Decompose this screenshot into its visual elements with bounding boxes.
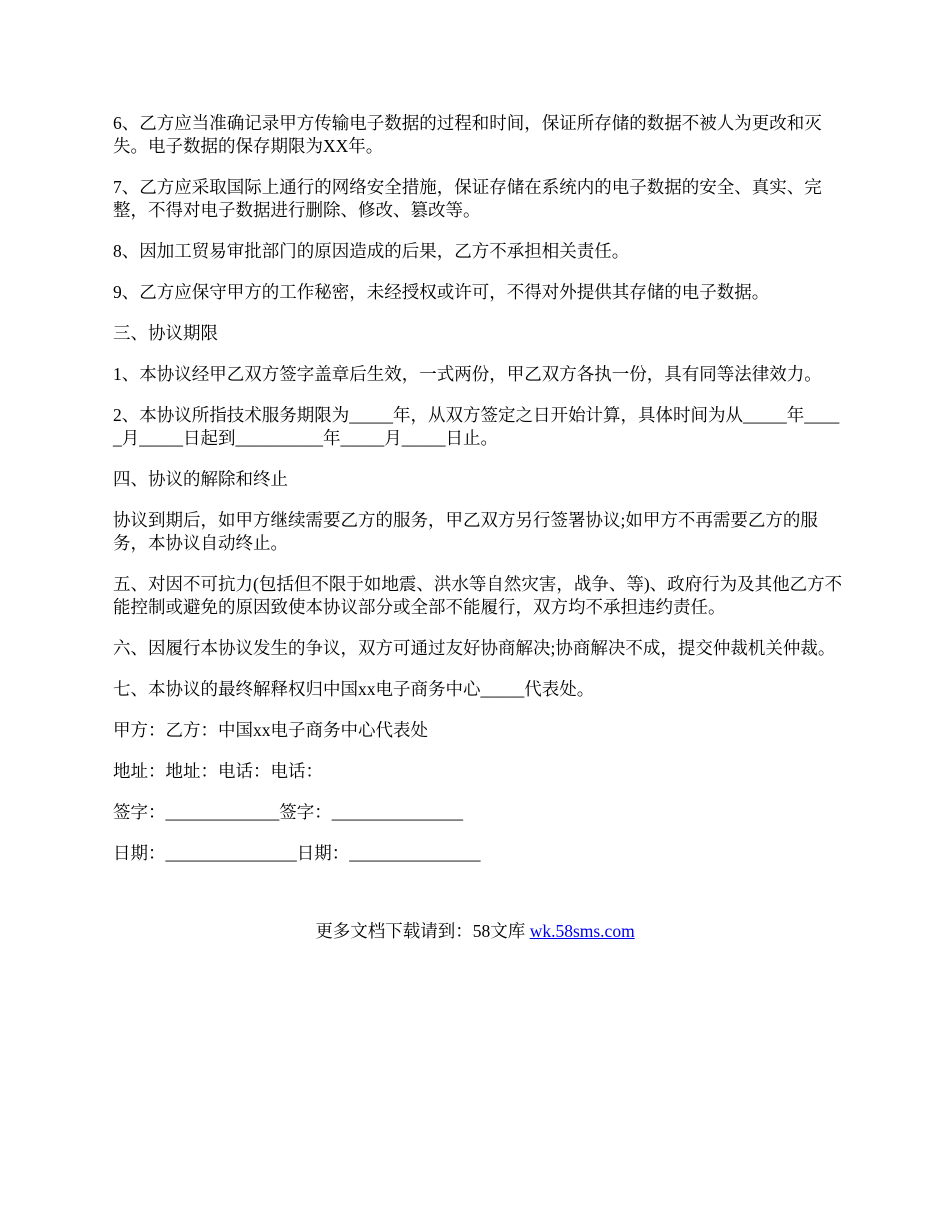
section-heading-termination: 四、协议的解除和终止 [113,469,288,489]
paragraph-clause-6: 6、乙方应当准确记录甲方传输电子数据的过程和时间，保证所存储的数据不被人为更改和灭失。电子数据的保存期限为XX年。 [113,113,822,156]
footer-link[interactable]: wk.58sms.com [529,921,635,941]
paragraph-clause-7: 7、乙方应采取国际上通行的网络安全措施，保证存储在系统内的电子数据的安全、真实、完整，不得对电子数据进行删除、修改、篡改等。 [113,177,822,220]
signature-line: 签字：_____________签字：_______________ [113,802,463,822]
paragraph-term-2: 2、本协议所指技术服务期限为_____年，从双方签定之日开始计算，具体时间为从_____年_____月_____日起到__________年_____月_____日止。 [113,405,840,448]
footer-prefix: 更多文档下载请到：58文库 [315,921,530,941]
footer [0,920,950,943]
document-body [113,112,843,883]
paragraph-clause-9: 9、乙方应保守甲方的工作秘密，未经授权或许可，不得对外提供其存储的电子数据。 [113,282,770,302]
paragraph-term-1: 1、本协议经甲乙双方签字盖章后生效，一式两份，甲乙双方各执一份，具有同等法律效力。 [113,364,822,384]
paragraph-interpretation: 七、本协议的最终解释权归中国xx电子商务中心_____代表处。 [113,679,595,699]
party-line: 甲方：乙方：中国xx电子商务中心代表处 [113,720,428,740]
paragraph-dispute: 六、因履行本协议发生的争议，双方可通过友好协商解决;协商解决不成，提交仲裁机关仲裁。 [113,638,836,658]
section-heading-term: 三、协议期限 [113,323,218,343]
date-line: 日期：_______________日期：_______________ [113,843,481,863]
paragraph-termination: 协议到期后，如甲方继续需要乙方的服务，甲乙双方另行签署协议;如甲方不再需要乙方的服务，本协议自动终止。 [113,510,818,553]
paragraph-force-majeure: 五、对因不可抗力(包括但不限于如地震、洪水等自然灾害，战争、等)、政府行为及其他乙方不能控制或避免的原因致使本协议部分或全部不能履行，双方均不承担违约责任。 [113,574,843,617]
address-line: 地址：地址：电话：电话： [113,761,323,781]
paragraph-clause-8: 8、因加工贸易审批部门的原因造成的后果，乙方不承担相关责任。 [113,241,630,261]
